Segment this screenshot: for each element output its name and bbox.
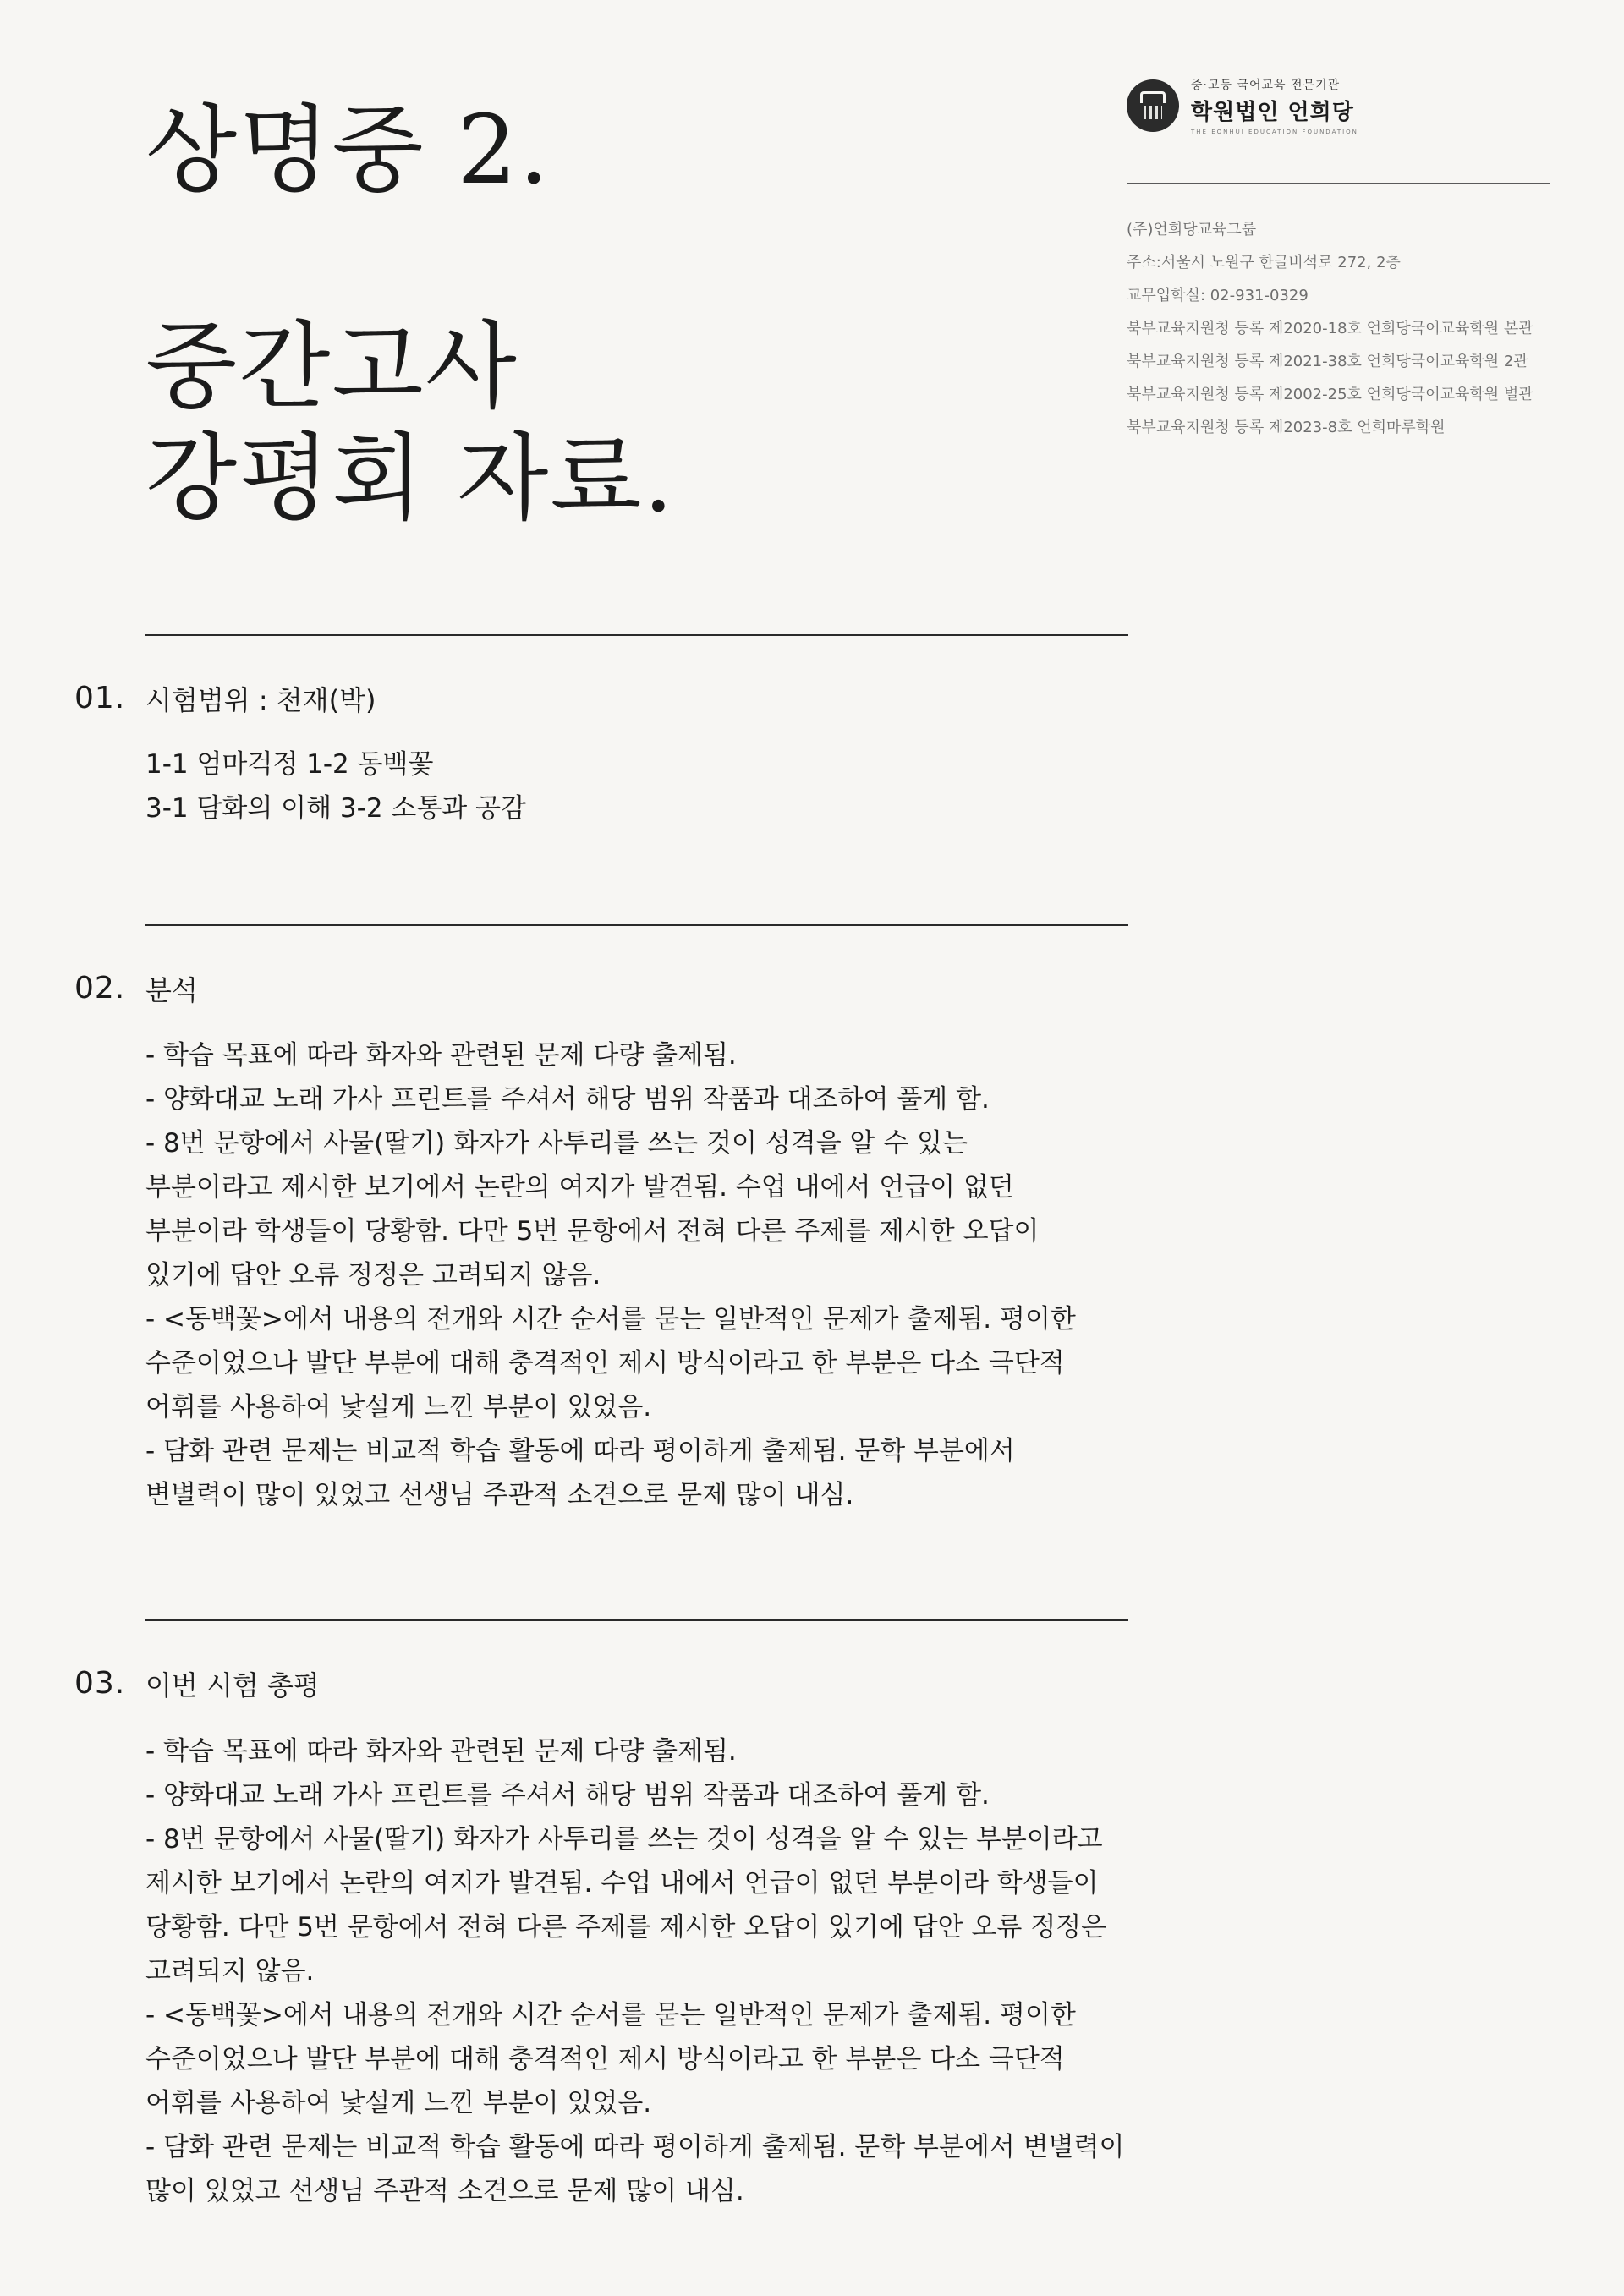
body-line: 어휘를 사용하여 낯설게 느낀 부분이 있었음. [145, 1392, 652, 1422]
section-heading: 시험범위 : 천재(박) [145, 684, 376, 716]
section-body [145, 1729, 1169, 2213]
academy-emblem-icon [1127, 79, 1179, 132]
section-body [145, 743, 1169, 830]
company-info [1127, 213, 1566, 444]
title-line-3: 강평회 자료. [145, 424, 676, 534]
body-line: 고려되지 않음. [145, 1956, 315, 1986]
body-line: 수준이었으나 발단 부분에 대해 충격적인 제시 방식이라고 한 부분은 다소 극단적 [145, 2044, 1065, 2074]
section-heading: 분석 [145, 974, 198, 1006]
body-line: 변별력이 많이 있었고 선생님 주관적 소견으로 문제 많이 내심. [145, 1480, 854, 1510]
section-heading: 이번 시험 총평 [145, 1669, 320, 1701]
body-line: - 8번 문항에서 사물(딸기) 화자가 사투리를 쓰는 것이 성격을 알 수 있는 부분이라고 [145, 1824, 1103, 1855]
body-line: 수준이었으나 발단 부분에 대해 충격적인 제시 방식이라고 한 부분은 다소 극단적 [145, 1348, 1065, 1378]
logo-english: THE EONHUI EDUCATION FOUNDATION [1191, 129, 1358, 135]
body-line: 제시한 보기에서 논란의 여지가 발견됨. 수업 내에서 언급이 없던 부분이라 학생들이 [145, 1868, 1099, 1899]
body-line: - <동백꽃>에서 내용의 전개와 시간 순서를 묻는 일반적인 문제가 출제됨. 평이한 [145, 2000, 1076, 2030]
page-title [145, 95, 675, 534]
body-line: 3-1 담화의 이해 3-2 소통과 공감 [145, 793, 526, 824]
section-number: 03. [74, 1666, 126, 1701]
section-divider [145, 634, 1128, 636]
info-line: 북부교육지원청 등록 제2020-18호 언희당국어교육학원 본관 [1127, 320, 1533, 337]
info-line: 주소:서울시 노원구 한글비석로 272, 2층 [1127, 254, 1401, 271]
body-line: 1-1 엄마걱정 1-2 동백꽃 [145, 749, 434, 780]
info-line: 교무입학실: 02-931-0329 [1127, 287, 1309, 304]
section-number: 02. [74, 971, 126, 1006]
logo-name: 학원법인 언희당 [1191, 100, 1354, 125]
body-line: 많이 있었고 선생님 주관적 소견으로 문제 많이 내심. [145, 2176, 744, 2206]
section-number: 01. [74, 681, 126, 715]
info-line: 북부교육지원청 등록 제2002-25호 언희당국어교육학원 별관 [1127, 386, 1533, 403]
section-divider [145, 1619, 1128, 1621]
info-divider [1127, 183, 1550, 184]
body-line: - 담화 관련 문제는 비교적 학습 활동에 따라 평이하게 출제됨. 문학 부분에서 변별력이 [145, 2132, 1125, 2162]
title-line-1: 상명중 2. [145, 96, 551, 205]
body-line: - <동백꽃>에서 내용의 전개와 시간 순서를 묻는 일반적인 문제가 출제됨. 평이한 [145, 1304, 1076, 1334]
body-line: - 양화대교 노래 가사 프린트를 주셔서 해당 범위 작품과 대조하여 풀게 함. [145, 1084, 990, 1115]
body-line: 있기에 답안 오류 정정은 고려되지 않음. [145, 1260, 601, 1290]
body-line: 당황함. 다만 5번 문항에서 전혀 다른 주제를 제시한 오답이 있기에 답안 오류 정정은 [145, 1912, 1107, 1943]
logo-subtitle: 중·고등 국어교육 전문기관 [1191, 79, 1341, 92]
info-line: 북부교육지원청 등록 제2023-8호 언희마루학원 [1127, 419, 1446, 436]
section-body [145, 1033, 1169, 1517]
body-line: 부분이라고 제시한 보기에서 논란의 여지가 발견됨. 수업 내에서 언급이 없던 [145, 1172, 1014, 1203]
body-line: 부분이라 학생들이 당황함. 다만 5번 문항에서 전혀 다른 주제를 제시한 오답이 [145, 1216, 1040, 1247]
title-line-2: 중간고사 [145, 312, 518, 423]
body-line: - 담화 관련 문제는 비교적 학습 활동에 따라 평이하게 출제됨. 문학 부분에서 [145, 1436, 1015, 1466]
body-line: - 양화대교 노래 가사 프린트를 주셔서 해당 범위 작품과 대조하여 풀게 함. [145, 1780, 990, 1811]
info-line: 북부교육지원청 등록 제2021-38호 언희당국어교육학원 2관 [1127, 353, 1528, 370]
body-line: - 학습 목표에 따라 화자와 관련된 문제 다량 출제됨. [145, 1040, 737, 1071]
body-line: - 학습 목표에 따라 화자와 관련된 문제 다량 출제됨. [145, 1736, 737, 1767]
body-line: 어휘를 사용하여 낯설게 느낀 부분이 있었음. [145, 2088, 652, 2118]
info-line: (주)언희당교육그룹 [1127, 221, 1257, 238]
section-divider [145, 924, 1128, 926]
academy-logo [1127, 76, 1358, 135]
body-line: - 8번 문항에서 사물(딸기) 화자가 사투리를 쓰는 것이 성격을 알 수 있는 [145, 1128, 968, 1159]
